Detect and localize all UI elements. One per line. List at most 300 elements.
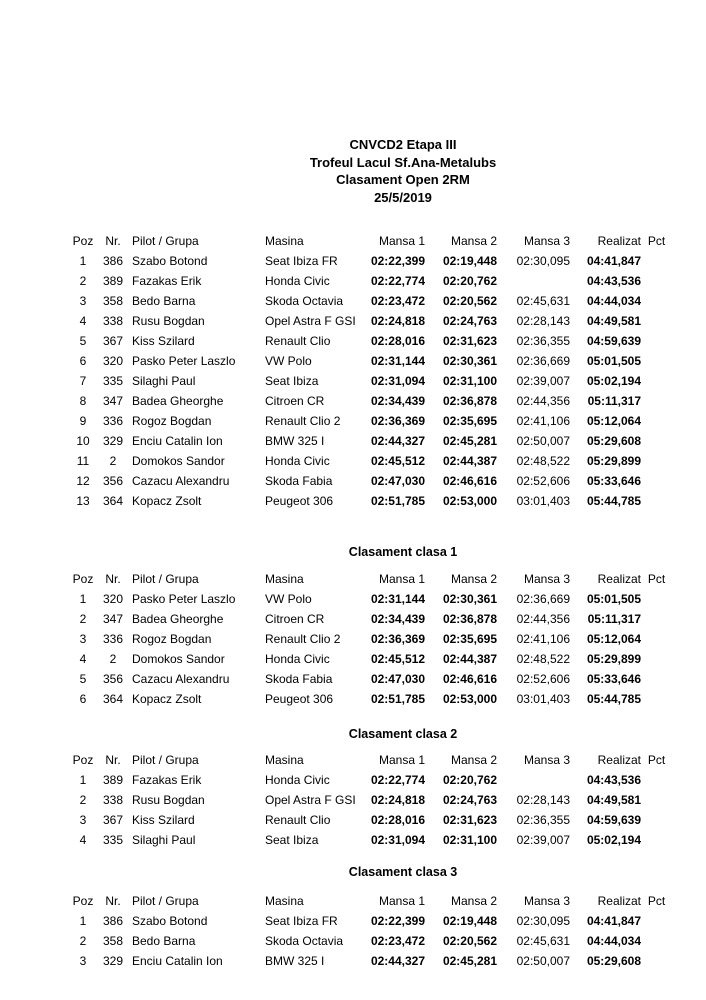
cell-m3: 02:52,606 <box>516 474 570 488</box>
cell-poz: 2 <box>79 612 87 626</box>
cell-nr: 347 <box>102 394 124 408</box>
table-row <box>66 391 672 411</box>
cell-m2: 02:36,878 <box>442 612 497 626</box>
cell-poz: 1 <box>79 773 87 787</box>
col-header-m3: Mansa 3 <box>523 894 570 908</box>
cell-nr: 364 <box>102 494 124 508</box>
cell-m3: 02:28,143 <box>516 314 570 328</box>
table-row <box>66 451 672 471</box>
cell-m2: 02:44,387 <box>442 652 497 666</box>
cell-pilot: Badea Gheorghe <box>132 394 224 408</box>
cell-realizat: 05:02,194 <box>586 374 641 388</box>
cell-pilot: Pasko Peter Laszlo <box>132 354 236 368</box>
results-table-open-2rm <box>66 231 672 511</box>
cell-m3: 02:45,631 <box>516 294 570 308</box>
cell-m2: 02:53,000 <box>442 494 497 508</box>
cell-poz: 3 <box>79 632 87 646</box>
cell-realizat: 05:29,899 <box>586 454 641 468</box>
cell-nr: 347 <box>102 612 124 626</box>
table-header-row <box>66 231 672 251</box>
col-header-m2: Mansa 2 <box>450 894 497 908</box>
cell-m3: 02:44,356 <box>516 612 570 626</box>
cell-m2: 02:31,623 <box>442 334 497 348</box>
cell-pilot: Rogoz Bogdan <box>132 632 212 646</box>
col-header-m1: Mansa 1 <box>378 572 425 586</box>
cell-poz: 10 <box>76 434 90 448</box>
cell-m2: 02:35,695 <box>442 632 497 646</box>
cell-m1: 02:31,094 <box>370 374 425 388</box>
cell-m2: 02:30,361 <box>442 354 497 368</box>
cell-m2: 02:46,616 <box>442 672 497 686</box>
cell-masina: Skoda Octavia <box>265 294 344 308</box>
cell-realizat: 05:02,194 <box>586 833 641 847</box>
cell-realizat: 05:29,899 <box>586 652 641 666</box>
cell-nr: 2 <box>109 454 117 468</box>
cell-m3: 02:41,106 <box>516 632 570 646</box>
cell-pct <box>641 689 672 709</box>
cell-poz: 4 <box>79 314 87 328</box>
cell-m2: 02:20,562 <box>442 294 497 308</box>
cell-pct <box>641 371 672 391</box>
col-header-realizat: Realizat <box>597 894 641 908</box>
cell-realizat: 04:59,639 <box>586 813 641 827</box>
table-row <box>66 411 672 431</box>
cell-m2: 02:31,623 <box>442 813 497 827</box>
cell-pilot: Bedo Barna <box>132 294 196 308</box>
cell-pilot: Rusu Bogdan <box>132 793 205 807</box>
cell-pilot: Kopacz Zsolt <box>132 692 202 706</box>
cell-m2: 02:19,448 <box>442 914 497 928</box>
col-header-poz: Poz <box>72 572 94 586</box>
cell-m1: 02:31,144 <box>370 592 425 606</box>
cell-pct <box>641 629 672 649</box>
col-header-pct: Pct <box>647 572 666 586</box>
cell-realizat: 04:41,847 <box>586 914 641 928</box>
cell-pilot: Szabo Botond <box>132 254 208 268</box>
cell-poz: 2 <box>79 934 87 948</box>
cell-masina: Renault Clio <box>265 813 331 827</box>
cell-pct <box>641 931 672 951</box>
cell-poz: 4 <box>79 833 87 847</box>
cell-m1: 02:24,818 <box>370 314 425 328</box>
col-header-pilot: Pilot / Grupa <box>132 234 199 248</box>
table-row <box>66 689 672 709</box>
cell-pct <box>641 790 672 810</box>
table-row <box>66 371 672 391</box>
cell-poz: 8 <box>79 394 87 408</box>
cell-realizat: 04:49,581 <box>586 793 641 807</box>
section-title-clasa-1: Clasament clasa 1 <box>348 545 458 559</box>
table-header-row <box>66 891 672 911</box>
cell-realizat: 04:43,536 <box>586 773 641 787</box>
table-row <box>66 471 672 491</box>
cell-poz: 1 <box>79 592 87 606</box>
cell-realizat: 05:01,505 <box>586 592 641 606</box>
cell-m1: 02:31,094 <box>370 833 425 847</box>
results-table-clasa-3 <box>66 891 672 971</box>
cell-realizat: 04:49,581 <box>586 314 641 328</box>
cell-nr: 367 <box>102 334 124 348</box>
cell-m1: 02:45,512 <box>370 652 425 666</box>
col-header-m1: Mansa 1 <box>378 894 425 908</box>
cell-poz: 3 <box>79 294 87 308</box>
cell-poz: 4 <box>79 652 87 666</box>
section-title-clasa-2: Clasament clasa 2 <box>348 727 458 741</box>
table-row <box>66 629 672 649</box>
cell-m1: 02:22,774 <box>370 773 425 787</box>
cell-m3: 02:36,669 <box>516 354 570 368</box>
table-row <box>66 589 672 609</box>
cell-pct <box>641 911 672 931</box>
cell-realizat: 05:44,785 <box>586 692 641 706</box>
cell-realizat: 05:01,505 <box>586 354 641 368</box>
cell-nr: 389 <box>102 274 124 288</box>
cell-masina: Honda Civic <box>265 454 330 468</box>
cell-m3: 02:41,106 <box>516 414 570 428</box>
event-date: 25/5/2019 <box>374 189 432 205</box>
classification-title: Clasament Open 2RM <box>336 172 470 187</box>
cell-pilot: Enciu Catalin Ion <box>132 954 223 968</box>
cell-pct <box>641 951 672 971</box>
col-header-pct: Pct <box>647 234 666 248</box>
table-header-row <box>66 569 672 589</box>
cell-nr: 329 <box>102 434 124 448</box>
cell-pct <box>641 431 672 451</box>
table-row <box>66 810 672 830</box>
table-row <box>66 649 672 669</box>
cell-poz: 3 <box>79 954 87 968</box>
cell-pct <box>641 770 672 790</box>
col-header-nr: Nr. <box>105 894 121 908</box>
cell-nr: 338 <box>102 793 124 807</box>
cell-m1: 02:51,785 <box>370 494 425 508</box>
cell-m2: 02:31,100 <box>442 833 497 847</box>
cell-m1: 02:24,818 <box>370 793 425 807</box>
col-header-realizat: Realizat <box>597 572 641 586</box>
cell-m1: 02:22,399 <box>370 914 425 928</box>
cell-pilot: Enciu Catalin Ion <box>132 434 223 448</box>
cell-nr: 358 <box>102 934 124 948</box>
cell-realizat: 04:44,034 <box>586 294 641 308</box>
table-row <box>66 351 672 371</box>
cell-m2: 02:45,281 <box>442 954 497 968</box>
cell-poz: 5 <box>79 672 87 686</box>
cell-realizat: 05:12,064 <box>586 632 641 646</box>
cell-nr: 389 <box>102 773 124 787</box>
col-header-realizat: Realizat <box>597 753 641 767</box>
table-row <box>66 251 672 271</box>
event-title: CNVCD2 Etapa III <box>349 137 457 152</box>
cell-pct <box>641 291 672 311</box>
cell-masina: VW Polo <box>265 354 312 368</box>
cell-m2: 02:19,448 <box>442 254 497 268</box>
cell-pct <box>641 251 672 271</box>
cell-pct <box>641 491 672 511</box>
cell-m1: 02:44,327 <box>370 434 425 448</box>
cell-m1: 02:34,439 <box>370 394 425 408</box>
cell-m3: 02:28,143 <box>516 793 570 807</box>
cell-m3: 02:39,007 <box>516 374 570 388</box>
cell-pct <box>641 311 672 331</box>
cell-m1: 02:45,512 <box>370 454 425 468</box>
cell-m1: 02:22,399 <box>370 254 425 268</box>
cell-pilot: Fazakas Erik <box>132 773 202 787</box>
cell-nr: 329 <box>102 954 124 968</box>
cell-realizat: 05:44,785 <box>586 494 641 508</box>
cell-pct <box>641 391 672 411</box>
cell-pilot: Silaghi Paul <box>132 833 196 847</box>
cell-realizat: 05:11,317 <box>587 612 641 626</box>
cell-m1: 02:36,369 <box>370 632 425 646</box>
cell-nr: 356 <box>102 474 124 488</box>
results-table-clasa-2 <box>66 750 672 850</box>
cell-m3 <box>497 271 570 291</box>
col-header-pilot: Pilot / Grupa <box>132 753 199 767</box>
table-row <box>66 291 672 311</box>
cell-masina: Renault Clio <box>265 334 331 348</box>
cell-masina: Seat Ibiza FR <box>265 914 338 928</box>
col-header-m2: Mansa 2 <box>450 234 497 248</box>
cell-masina: Citroen CR <box>265 394 325 408</box>
col-header-pct: Pct <box>647 753 666 767</box>
cell-m2: 02:45,281 <box>442 434 497 448</box>
cell-nr: 320 <box>102 592 124 606</box>
cell-nr: 336 <box>102 632 124 646</box>
cell-nr: 356 <box>102 672 124 686</box>
cell-pilot: Kopacz Zsolt <box>132 494 202 508</box>
cell-m2: 02:20,562 <box>442 934 497 948</box>
cell-pilot: Domokos Sandor <box>132 454 225 468</box>
cell-m3: 02:48,522 <box>516 652 570 666</box>
cell-realizat: 05:33,646 <box>586 474 641 488</box>
cell-pct <box>641 830 672 850</box>
cell-realizat: 04:44,034 <box>586 934 641 948</box>
cell-m2: 02:30,361 <box>442 592 497 606</box>
cell-m1: 02:23,472 <box>370 294 425 308</box>
cell-nr: 336 <box>102 414 124 428</box>
cell-poz: 5 <box>79 334 87 348</box>
cell-m3: 02:36,669 <box>516 592 570 606</box>
cell-masina: Renault Clio 2 <box>265 414 341 428</box>
cell-m2: 02:24,763 <box>442 314 497 328</box>
cell-pct <box>641 471 672 491</box>
cell-pct <box>641 451 672 471</box>
cell-poz: 2 <box>79 793 87 807</box>
col-header-poz: Poz <box>72 753 94 767</box>
col-header-m3: Mansa 3 <box>523 234 570 248</box>
cell-m1: 02:34,439 <box>370 612 425 626</box>
cell-realizat: 05:29,608 <box>586 954 641 968</box>
cell-poz: 2 <box>79 274 87 288</box>
cell-poz: 11 <box>76 454 90 468</box>
col-header-m3: Mansa 3 <box>523 572 570 586</box>
col-header-nr: Nr. <box>105 753 121 767</box>
cell-pilot: Cazacu Alexandru <box>132 474 230 488</box>
cell-pilot: Szabo Botond <box>132 914 208 928</box>
cell-realizat: 05:29,608 <box>586 434 641 448</box>
cell-masina: Peugeot 306 <box>265 692 334 706</box>
cell-pilot: Pasko Peter Laszlo <box>132 592 236 606</box>
cell-masina: Seat Ibiza <box>265 374 319 388</box>
cell-masina: Seat Ibiza FR <box>265 254 338 268</box>
cell-masina: BMW 325 I <box>265 954 325 968</box>
col-header-nr: Nr. <box>105 234 121 248</box>
cell-m3: 03:01,403 <box>516 692 570 706</box>
cell-poz: 1 <box>79 914 87 928</box>
cell-m3: 02:30,095 <box>516 914 570 928</box>
table-row <box>66 669 672 689</box>
cell-m2: 02:44,387 <box>442 454 497 468</box>
cell-m3: 02:39,007 <box>516 833 570 847</box>
cell-realizat: 04:41,847 <box>586 254 641 268</box>
cell-m1: 02:22,774 <box>370 274 425 288</box>
cell-poz: 6 <box>79 692 87 706</box>
cell-m3: 02:50,007 <box>516 434 570 448</box>
table-row <box>66 790 672 810</box>
cell-pilot: Bedo Barna <box>132 934 196 948</box>
cell-m3: 02:30,095 <box>516 254 570 268</box>
cell-realizat: 05:12,064 <box>586 414 641 428</box>
cell-pct <box>641 411 672 431</box>
trophy-title: Trofeul Lacul Sf.Ana-Metalubs <box>309 154 497 170</box>
col-header-pilot: Pilot / Grupa <box>132 894 199 908</box>
cell-nr: 367 <box>102 813 124 827</box>
cell-nr: 335 <box>102 374 124 388</box>
table-row <box>66 931 672 951</box>
cell-masina: Seat Ibiza <box>265 833 319 847</box>
col-header-m2: Mansa 2 <box>450 753 497 767</box>
cell-m2: 02:31,100 <box>442 374 497 388</box>
cell-poz: 1 <box>79 254 87 268</box>
col-header-m3: Mansa 3 <box>523 753 570 767</box>
cell-pct <box>641 609 672 629</box>
cell-masina: Honda Civic <box>265 652 330 666</box>
cell-m3: 02:52,606 <box>516 672 570 686</box>
cell-pct <box>641 669 672 689</box>
col-header-poz: Poz <box>72 234 94 248</box>
cell-nr: 386 <box>102 254 124 268</box>
cell-m1: 02:47,030 <box>370 474 425 488</box>
col-header-masina: Masina <box>265 234 304 248</box>
table-row <box>66 951 672 971</box>
cell-pilot: Fazakas Erik <box>132 274 202 288</box>
col-header-m2: Mansa 2 <box>450 572 497 586</box>
cell-m1: 02:47,030 <box>370 672 425 686</box>
cell-m1: 02:31,144 <box>370 354 425 368</box>
cell-m3: 02:45,631 <box>516 934 570 948</box>
cell-nr: 2 <box>109 652 117 666</box>
cell-nr: 338 <box>102 314 124 328</box>
cell-pct <box>641 351 672 371</box>
table-row <box>66 770 672 790</box>
cell-pct <box>641 810 672 830</box>
cell-masina: Citroen CR <box>265 612 325 626</box>
cell-masina: Skoda Octavia <box>265 934 344 948</box>
col-header-masina: Masina <box>265 572 304 586</box>
cell-poz: 12 <box>76 474 90 488</box>
cell-m2: 02:35,695 <box>442 414 497 428</box>
cell-poz: 13 <box>76 494 90 508</box>
col-header-realizat: Realizat <box>597 234 641 248</box>
cell-m3: 02:44,356 <box>516 394 570 408</box>
cell-realizat: 04:43,536 <box>586 274 641 288</box>
cell-poz: 6 <box>79 354 87 368</box>
col-header-poz: Poz <box>72 894 94 908</box>
col-header-masina: Masina <box>265 753 304 767</box>
cell-pct <box>641 589 672 609</box>
cell-masina: Peugeot 306 <box>265 494 334 508</box>
col-header-m1: Mansa 1 <box>378 753 425 767</box>
cell-realizat: 05:33,646 <box>586 672 641 686</box>
table-row <box>66 331 672 351</box>
cell-m1: 02:51,785 <box>370 692 425 706</box>
cell-poz: 7 <box>79 374 87 388</box>
section-title-clasa-3: Clasament clasa 3 <box>348 865 458 879</box>
cell-m1: 02:28,016 <box>370 813 425 827</box>
cell-m2: 02:46,616 <box>442 474 497 488</box>
cell-realizat: 05:11,317 <box>587 394 641 408</box>
cell-realizat: 04:59,639 <box>586 334 641 348</box>
cell-m3 <box>497 770 570 790</box>
cell-m2: 02:20,762 <box>442 274 497 288</box>
col-header-pct: Pct <box>647 894 666 908</box>
cell-masina: Skoda Fabia <box>265 474 333 488</box>
cell-nr: 364 <box>102 692 124 706</box>
table-row <box>66 911 672 931</box>
cell-nr: 358 <box>102 294 124 308</box>
cell-masina: Opel Astra F GSI <box>265 314 356 328</box>
cell-m3: 02:48,522 <box>516 454 570 468</box>
cell-pilot: Rusu Bogdan <box>132 314 205 328</box>
cell-m1: 02:23,472 <box>370 934 425 948</box>
cell-nr: 386 <box>102 914 124 928</box>
cell-pilot: Kiss Szilard <box>132 334 195 348</box>
table-row <box>66 311 672 331</box>
cell-masina: Honda Civic <box>265 274 330 288</box>
col-header-masina: Masina <box>265 894 304 908</box>
cell-poz: 9 <box>79 414 87 428</box>
cell-masina: Honda Civic <box>265 773 330 787</box>
cell-m1: 02:44,327 <box>370 954 425 968</box>
cell-poz: 3 <box>79 813 87 827</box>
cell-pct <box>641 331 672 351</box>
cell-m2: 02:20,762 <box>442 773 497 787</box>
table-row <box>66 431 672 451</box>
table-row <box>66 491 672 511</box>
cell-pilot: Domokos Sandor <box>132 652 225 666</box>
cell-pilot: Badea Gheorghe <box>132 612 224 626</box>
document-title-block <box>310 136 496 206</box>
table-header-row <box>66 750 672 770</box>
table-row <box>66 609 672 629</box>
cell-m2: 02:24,763 <box>442 793 497 807</box>
col-header-m1: Mansa 1 <box>378 234 425 248</box>
cell-pilot: Cazacu Alexandru <box>132 672 230 686</box>
cell-pct <box>641 649 672 669</box>
cell-m3: 03:01,403 <box>516 494 570 508</box>
cell-m3: 02:50,007 <box>516 954 570 968</box>
cell-m2: 02:53,000 <box>442 692 497 706</box>
cell-m1: 02:28,016 <box>370 334 425 348</box>
cell-m3: 02:36,355 <box>516 813 570 827</box>
cell-m3: 02:36,355 <box>516 334 570 348</box>
cell-m1: 02:36,369 <box>370 414 425 428</box>
cell-pilot: Silaghi Paul <box>132 374 196 388</box>
cell-pilot: Rogoz Bogdan <box>132 414 212 428</box>
cell-masina: Skoda Fabia <box>265 672 333 686</box>
cell-masina: Renault Clio 2 <box>265 632 341 646</box>
results-table-clasa-1 <box>66 569 672 709</box>
